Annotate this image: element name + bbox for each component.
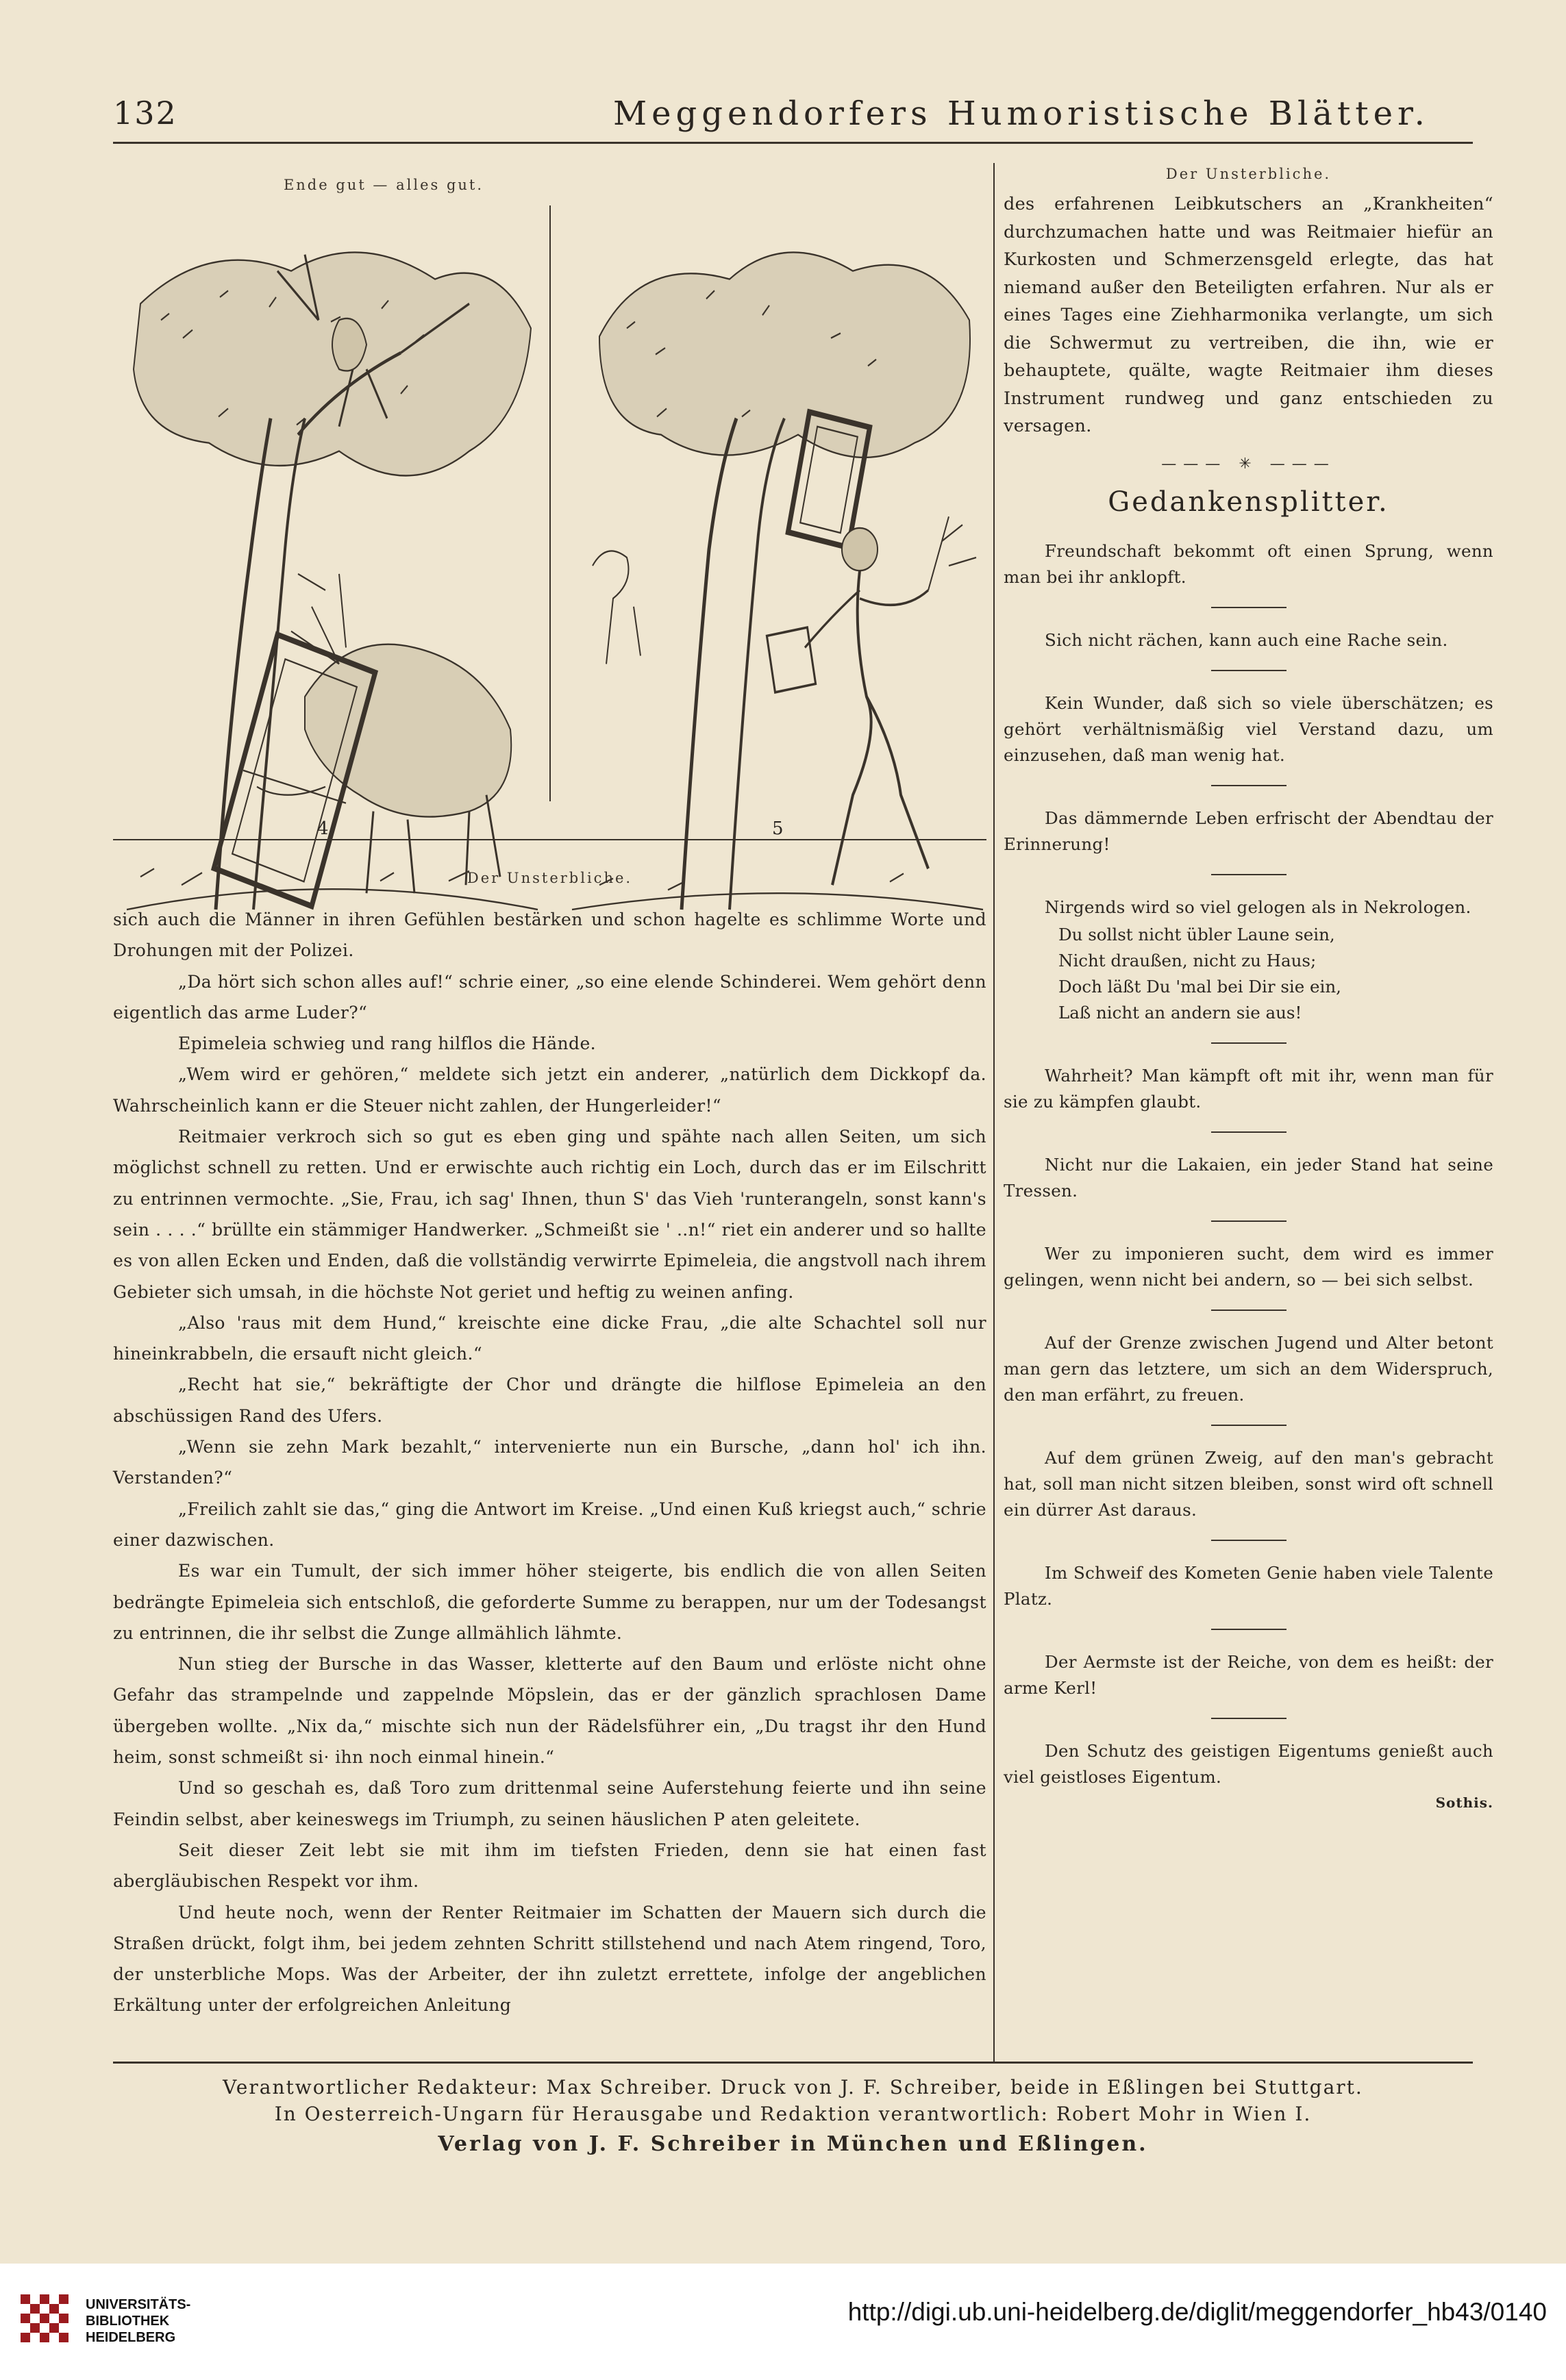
library-name-line: UNIVERSITÄTS- xyxy=(86,2297,191,2312)
poem-line: Nicht draußen, nicht zu Haus; xyxy=(1058,950,1317,970)
panel-number-4: 4 xyxy=(317,818,329,839)
aphorism: Der Aermste ist der Reiche, von dem es heißt: der arme Kerl! xyxy=(1004,1651,1493,1698)
aphorism-separator xyxy=(1211,1629,1287,1630)
story-paragraph: „Da hört sich schon alles auf!“ schrie einer, „so eine elende Schinderei. Wem gehört denn eigentlich das arme Luder?“ xyxy=(113,971,986,1023)
aphorism-separator xyxy=(1211,1310,1287,1311)
page-number: 132 xyxy=(113,95,177,131)
aphorism: Nirgends wird so viel gelogen als in Nekrologen. xyxy=(1045,897,1471,917)
story-paragraph: „Recht hat sie,“ bekräftigte der Chor und drängte die hilflose Epimeleia an den abschüssigen Rand des Ufers. xyxy=(113,1375,986,1426)
story-paragraph: „Wem wird er gehören,“ meldete sich jetzt ein anderer, „natürlich dem Dickkopf da. Wahrscheinlich kann er die Steuer nicht zahlen, der Hungerleider!“ xyxy=(113,1064,986,1116)
poem-line: Doch läßt Du 'mal bei Dir sie ein, xyxy=(1058,976,1341,997)
source-url-link[interactable]: http://digi.ub.uni-heidelberg.de/diglit/meggendorfer_hb43/0140 xyxy=(847,2298,1547,2326)
poem-line: Laß nicht an andern sie aus! xyxy=(1058,1002,1302,1023)
right-column xyxy=(1004,164,1493,1811)
aphorism: Auf der Grenze zwischen Jugend und Alter betont man gern das letztere, um sich an dem Widerspruch, den man erfährt, zu freuen. xyxy=(1004,1332,1493,1405)
university-library-logo-icon xyxy=(21,2294,69,2342)
poem xyxy=(1058,922,1493,1026)
story-divider xyxy=(113,839,986,840)
man-walking-with-frame-drawing xyxy=(558,205,986,918)
aphorisms xyxy=(1004,538,1493,1811)
panel-number-5: 5 xyxy=(772,818,784,839)
illustration-panel-4 xyxy=(113,205,541,918)
panel-divider xyxy=(549,205,551,801)
star-separator: ——— ✳ ——— xyxy=(1161,455,1336,473)
imprint-line-publisher: Verlag von J. F. Schreiber in München und Eßlingen. xyxy=(438,2132,1148,2156)
story-paragraph: Und so geschah es, daß Toro zum drittenmal seine Auferstehung feierte und ihn seine Feindin selbst, aber keineswegs im Triumph, zu seinen häuslichen P aten geleitete. xyxy=(113,1778,986,1829)
aphorism: Den Schutz des geistigen Eigentums genießt auch viel geistloses Eigentum. xyxy=(1004,1740,1493,1787)
story-paragraph: Es war ein Tumult, der sich immer höher steigerte, bis endlich die von allen Seiten bedrängte Epimeleia sich entschloß, die geforderte Summe zu berappen, nur um der Todesangst zu entrinnen, die ihr selbst die Zunge allmählich lähmte. xyxy=(113,1561,986,1643)
library-bar xyxy=(0,2264,1566,2380)
story-paragraph: Nun stieg der Bursche in das Wasser, kletterte auf den Baum und erlöste nicht ohne Gefahr das strampelnde und zappelnde Möpslein, das er der gänzlich sprachlosen Dame übergeben wollte. „Nix da,“ mischte sich nun der Rädelsführer ein, „Du tragst ihr den Hund heim, sonst schmeißt si· ihn noch einmal hinein.“ xyxy=(113,1654,986,1768)
aphorism-separator xyxy=(1211,785,1287,786)
story-paragraph: Und heute noch, wenn der Renter Reitmaier im Schatten der Mauern sich durch die Straßen drückt, folgt ihm, bei jedem zehnten Schritt stillstehend und nach Atem ringend, Toro, der unsterbliche Mops. Was der Arbeiter, der ihn zuletzt errettete, infolge der angeblichen Erkältung unter der erfolgreichen Anleitung xyxy=(113,1902,986,2016)
story-paragraph: „Wenn sie zehn Mark bezahlt,“ intervenierte nun ein Bursche, „dann hol' ich ihn. Verstanden?“ xyxy=(113,1437,986,1488)
aphorism: Wahrheit? Man kämpft oft mit ihr, wenn man für sie zu kämpfen glaubt. xyxy=(1004,1065,1493,1112)
aphorism: Freundschaft bekommt oft einen Sprung, wenn man bei ihr anklopft. xyxy=(1004,540,1493,587)
aphorism-separator xyxy=(1211,607,1287,608)
page-header xyxy=(113,89,1473,144)
story-paragraph: Epimeleia schwieg und rang hilflos die Hände. xyxy=(178,1034,596,1054)
story-paragraph: Seit dieser Zeit lebt sie mit ihm im tiefsten Frieden, denn sie hat einen fast abergläubischen Respekt vor ihm. xyxy=(113,1840,986,1892)
story-paragraph: Reitmaier verkroch sich so gut es eben ging und spähte nach allen Seiten, um sich möglichst schnell zu retten. Und er erwischte auch richtig ein Loch, durch das er im Eilschritt zu entrinnen vermochte. „Sie, Frau, ich sag' Ihnen, thun S' das Vieh 'runterangeln, sonst kann's sein . . . .“ brüllte ein stämmiger Handwerker. „Schmeißt sie ' ..n!“ riet ein anderer und so hallte es von allen Ecken und Enden, daß die vollständig verwirrte Epimeleia, die angstvoll nach ihrem Gebieter sich umsah, in die höchste Not geriet und heftig zu weinen anfing. xyxy=(113,1127,986,1302)
aphorism-separator xyxy=(1211,670,1287,671)
aphorism-separator xyxy=(1211,1718,1287,1719)
imprint-line-austria: In Oesterreich-Ungarn für Herausgabe und Redaktion verantwortlich: Robert Mohr in Wien I. xyxy=(274,2103,1312,2125)
poem-line: Du sollst nicht übler Laune sein, xyxy=(1058,924,1335,944)
library-name xyxy=(86,2296,190,2346)
journal-title: Meggendorfers Humoristische Blätter. xyxy=(613,95,1430,133)
library-name-line: BIBLIOTHEK xyxy=(86,2314,170,2329)
aphorism: Kein Wunder, daß sich so viele überschätzen; es gehört verhältnismäßig viel Verstand dazu, um einzusehen, daß man wenig hat. xyxy=(1004,692,1493,765)
aphorism: Auf dem grünen Zweig, auf den man's gebracht hat, soll man nicht sitzen bleiben, sonst wird oft schnell ein dürrer Ast daraus. xyxy=(1004,1447,1493,1520)
library-name-line: HEIDELBERG xyxy=(86,2330,176,2345)
author-signature: Sothis. xyxy=(1435,1794,1493,1811)
section-title: Gedankensplitter. xyxy=(1108,486,1389,518)
aphorism: Im Schweif des Kometen Genie haben viele Talente Platz. xyxy=(1004,1562,1493,1609)
aphorism: Sich nicht rächen, kann auch eine Rache sein. xyxy=(1045,629,1448,650)
aphorism-separator xyxy=(1211,1220,1287,1222)
aphorism-separator xyxy=(1211,1042,1287,1044)
aphorism: Das dämmernde Leben erfrischt der Abendtau der Erinnerung! xyxy=(1004,807,1493,854)
aphorism-separator xyxy=(1211,874,1287,875)
aphorism: Nicht nur die Lakaien, ein jeder Stand hat seine Tressen. xyxy=(1004,1154,1493,1201)
continuation-text xyxy=(1004,190,1493,440)
story-paragraph: sich auch die Männer in ihren Gefühlen bestärken und schon hagelte es schlimme Worte und Drohungen mit der Polizei. xyxy=(113,910,986,961)
imprint-line-editor: Verantwortlicher Redakteur: Max Schreiber. Druck von J. F. Schreiber, beide in Eßlingen bei Stuttgart. xyxy=(223,2076,1363,2099)
illustration-panel-5 xyxy=(558,205,986,918)
story-caption: Der Unsterbliche. xyxy=(467,870,633,886)
story-paragraph: „Freilich zahlt sie das,“ ging die Antwort im Kreise. „Und einen Kuß kriegst auch,“ schrie einer dazwischen. xyxy=(113,1499,986,1550)
aphorism-separator xyxy=(1211,1425,1287,1426)
continuation-paragraph: des erfahrenen Leibkutschers an „Krankheiten“ durchzumachen hatte und was Reitmaier hiefür an Kurkosten und Schmerzensgeld erlegte, das hat niemand außer den Beteiligten erfahren. Nur als er eines Tages eine Ziehharmonika verlangte, um sich die Schwermut zu vertreiben, die ihn, wie er behauptete, quälte, wagte Reitmaier ihm dieses Instrument rundweg und ganz entschieden zu versagen. xyxy=(1004,194,1493,436)
imprint-footer xyxy=(113,2062,1473,2156)
illustration-caption: Ende gut — alles gut. xyxy=(283,177,484,193)
aphorism-separator xyxy=(1211,1540,1287,1541)
story-text xyxy=(113,904,986,2021)
aphorism-separator xyxy=(1211,1131,1287,1133)
continuation-caption: Der Unsterbliche. xyxy=(1165,166,1332,182)
column-divider xyxy=(993,163,995,2064)
story-paragraph: „Also 'raus mit dem Hund,“ kreischte eine dicke Frau, „die alte Schachtel soll nur hineinkrabbeln, die ersauft nicht gleich.“ xyxy=(113,1312,986,1364)
tree-and-deer-drawing xyxy=(113,205,541,918)
aphorism: Wer zu imponieren sucht, dem wird es immer gelingen, wenn nicht bei andern, so — bei sich selbst. xyxy=(1004,1243,1493,1290)
